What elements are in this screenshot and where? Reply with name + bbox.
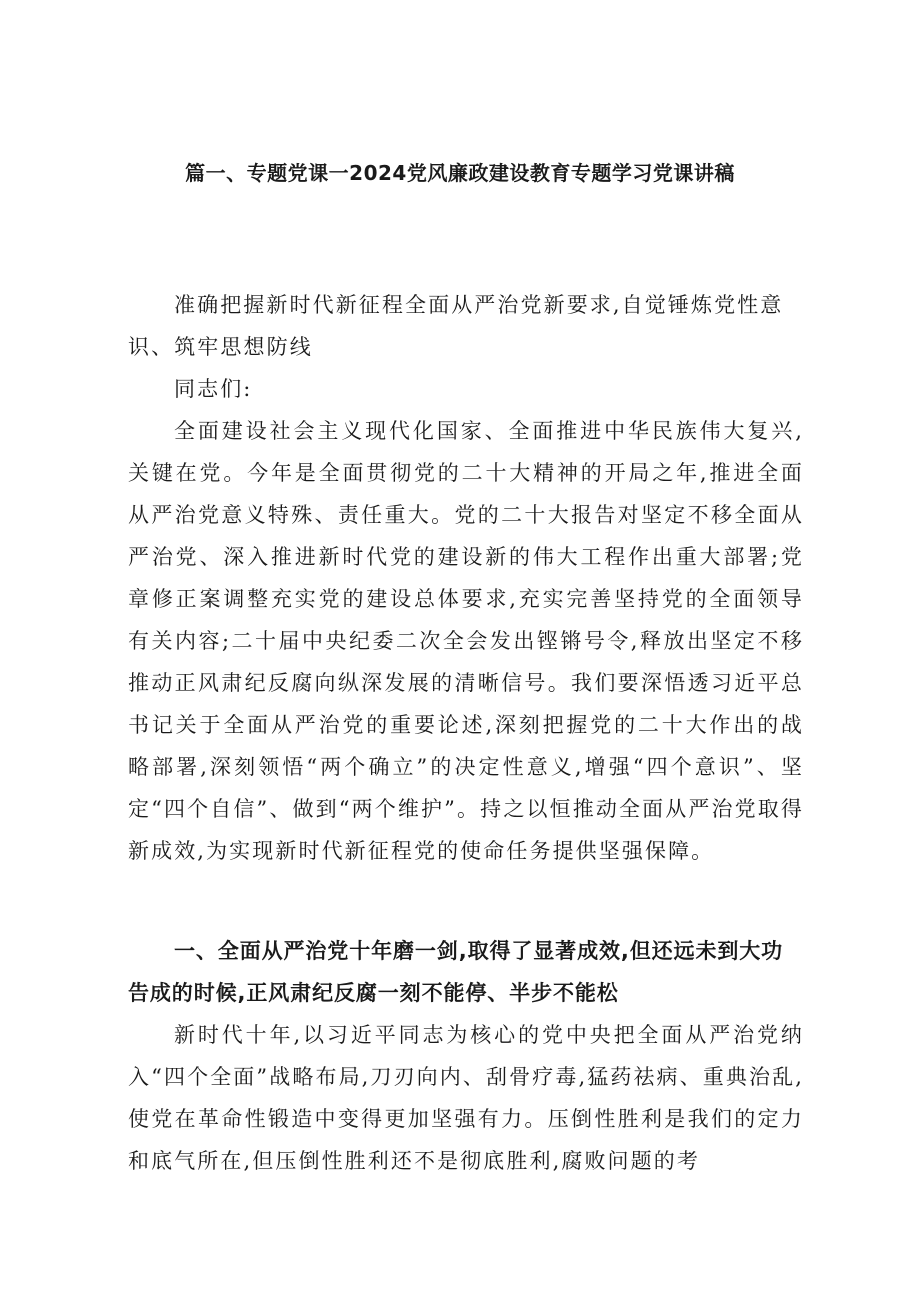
paragraph-intro: 全面建设社会主义现代化国家、全面推进中华民族伟大复兴,关键在党。今年是全面贯彻党的二十大精神的开局之年,推进全面从严治党意义特殊、责任重大。党的二十大报告对坚定不移全面从严治党、深入推进新时代党的建设新的伟大工程作出重大部署;党章修正案调整充实党的建设总体要求,充实完善坚持党的全面领导有关内容;二十届中央纪委二次全会发出铿锵号令,释放出坚定不移推动正风肃纪反腐向纵深发展的清晰信号。我们要深悟透习近平总书记关于全面从严治党的重要论述,深刻把握党的二十大作出的战略部署,深刻领悟“两个确立”的决定性意义,增强“四个意识”、坚定“四个自信”、做到“两个维护”。持之以恒推动全面从严治党取得新成效,为实现新时代新征程党的使命任务提供坚强保障。 <box>128 419 804 863</box>
document-title: 篇一、专题党课一2024党风廉政建设教育专题学习党课讲稿 <box>185 161 735 185</box>
document-subtitle: 准确把握新时代新征程全面从严治党新要求,自觉锤炼党性意识、筑牢思想防线 <box>128 293 784 359</box>
section-heading-1: 一、全面从严治党十年磨一剑,取得了显著成效,但还远未到大功告成的时候,正风肃纪反腐一刻不能停、半步不能松 <box>128 939 784 1005</box>
salutation: 同志们: <box>174 377 253 401</box>
paragraph-section1: 新时代十年,以习近平同志为核心的党中央把全面从严治党纳入“四个全面”战略布局,刀刃向内、刮骨疗毒,猛药祛病、重典治乱,使党在革命性锻造中变得更加坚强有力。压倒性胜利是我们的定力和底气所在,但压倒性胜利还不是彻底胜利,腐败问题的考 <box>128 1023 804 1173</box>
